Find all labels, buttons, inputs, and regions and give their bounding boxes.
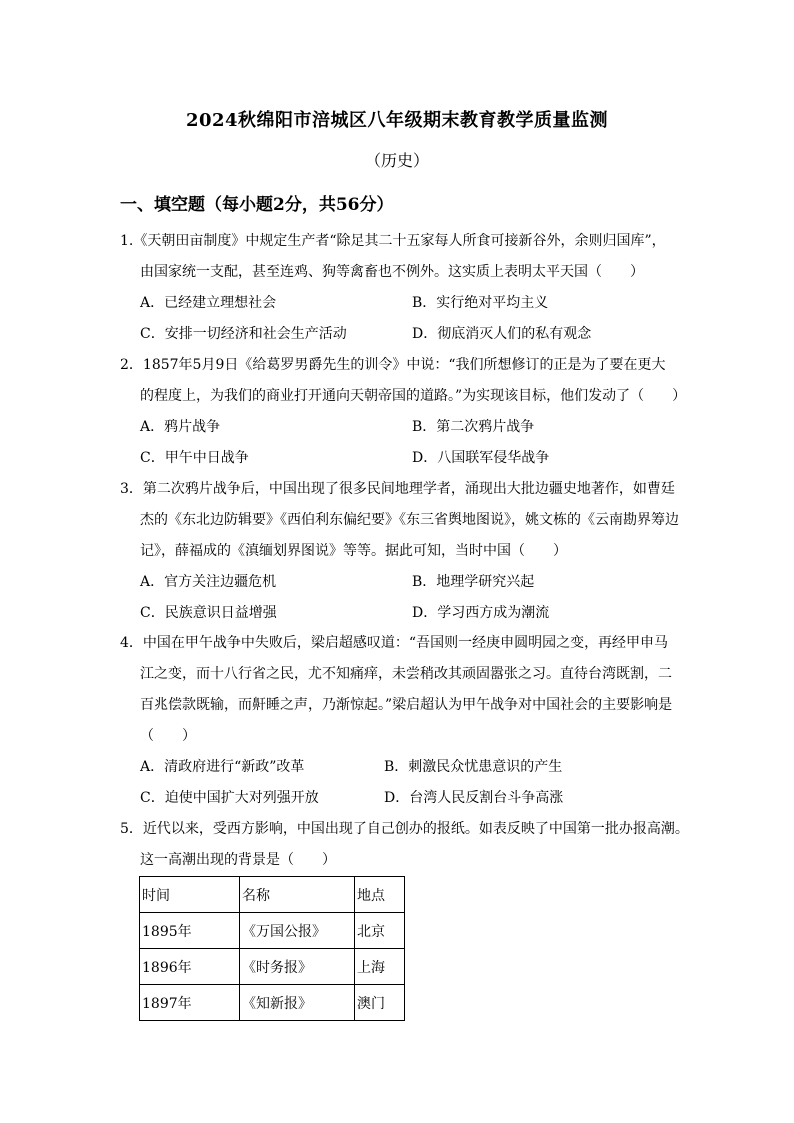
question-3-option-a[interactable]: A．官方关注边疆危机 — [140, 574, 277, 590]
question-2-line-1: 2．1857年5月9日《给葛罗男爵先生的训令》中说：“我们所想修订的正是为了要在更大 — [120, 357, 666, 373]
question-2-option-c[interactable]: C．甲午中日战争 — [140, 450, 249, 466]
table-cell: 1897年 — [140, 985, 240, 1021]
table-cell: 1896年 — [140, 949, 240, 985]
question-1-option-c[interactable]: C．安排一切经济和社会生产活动 — [140, 326, 347, 342]
question-3-line-2: 杰的《东北边防辑要》《西伯利东偏纪要》《东三省舆地图说》，姚文栋的《云南勘界筹边 — [140, 512, 679, 528]
table-header-row — [140, 877, 405, 913]
question-4-option-d[interactable]: D．台湾人民反割台斗争高涨 — [384, 790, 564, 806]
question-4-option-a[interactable]: A．清政府进行“新政”改革 — [140, 759, 305, 775]
question-2 — [120, 350, 687, 474]
question-2-option-a[interactable]: A．鸦片战争 — [140, 419, 221, 435]
question-3-line-1: 3．第二次鸦片战争后，中国出现了很多民间地理学者，涌现出大批边疆史地著作，如曹廷 — [120, 481, 675, 497]
question-1-line-2: 由国家统一支配，甚至连鸡、狗等禽畜也不例外。这实质上表明太平天国（ ） — [140, 264, 644, 280]
table-header-cell: 地点 — [355, 877, 405, 913]
table-row — [140, 985, 405, 1021]
table-cell: 《万国公报》 — [240, 913, 355, 949]
question-4-options-row-1 — [120, 752, 680, 783]
question-5-line-2: 这一高潮出现的背景是（ ） — [140, 852, 336, 868]
table-row — [140, 913, 405, 949]
question-2-option-b[interactable]: B．第二次鸦片战争 — [412, 419, 535, 435]
question-3-option-b[interactable]: B．地理学研究兴起 — [412, 574, 535, 590]
question-2-options-row-1 — [120, 412, 680, 443]
exam-title: 2024秋绵阳市涪城区八年级期末教育教学质量监测 — [185, 110, 609, 131]
table-row — [140, 949, 405, 985]
table-cell: 澳门 — [355, 985, 405, 1021]
question-5 — [120, 814, 689, 876]
question-4-line-1: 4．中国在甲午战争中失败后，梁启超感叹道：“吾国则一经庚申圆明园之变，再经甲申马 — [120, 635, 669, 651]
question-4-option-b[interactable]: B．刺激民众忧患意识的产生 — [384, 759, 563, 775]
table-cell: 《时务报》 — [240, 949, 355, 985]
question-4-line-4: （ ） — [140, 728, 196, 744]
question-3 — [120, 474, 680, 629]
question-3-options-row-1 — [120, 567, 680, 598]
question-4-option-c[interactable]: C．迫使中国扩大对列强开放 — [140, 790, 319, 806]
table-cell: 《知新报》 — [240, 985, 355, 1021]
exam-subject: （历史） — [364, 151, 429, 170]
section-heading: 一、填空题（每小题2分，共56分） — [120, 195, 394, 215]
question-4-options-row-2 — [120, 783, 680, 814]
question-3-line-3: 记》，薛福成的《滇缅划界图说》等等。据此可知，当时中国（ ） — [140, 543, 567, 559]
question-1-option-b[interactable]: B．实行绝对平均主义 — [412, 295, 549, 311]
table-cell: 上海 — [355, 949, 405, 985]
question-1-line-1: 1.《天朝田亩制度》中规定生产者“除足其二十五家每人所食可接新谷外，余则归国库”， — [120, 233, 666, 249]
table-cell: 北京 — [355, 913, 405, 949]
question-1 — [120, 226, 680, 350]
question-4-line-2: 江之变，而十八行省之民，尤不知痛痒，未尝稍改其顽固嚣张之习。直待台湾既割，二 — [140, 666, 672, 682]
question-1-option-d[interactable]: D．彻底消灭人们的私有观念 — [412, 326, 592, 342]
question-3-option-d[interactable]: D．学习西方成为潮流 — [412, 605, 550, 621]
question-4-line-3: 百兆偿款既输，而鼾睡之声，乃渐惊起。”梁启超认为甲午战争对中国社会的主要影响是 — [140, 697, 673, 713]
table-header-cell: 时间 — [140, 877, 240, 913]
question-1-option-a[interactable]: A．已经建立理想社会 — [140, 295, 277, 311]
question-4 — [120, 628, 680, 814]
question-5-line-1: 5．近代以来，受西方影响，中国出现了自己创办的报纸。如表反映了中国第一批办报高潮。 — [120, 821, 689, 837]
question-1-options-row-2 — [120, 319, 680, 350]
newspaper-table — [139, 876, 405, 1021]
question-2-options-row-2 — [120, 443, 680, 474]
question-3-options-row-2 — [120, 598, 680, 629]
question-2-line-2: 的程度上，为我们的商业打开通向天朝帝国的道路。”为实现该目标，他们发动了（ ） — [140, 388, 687, 404]
question-1-options-row-1 — [120, 288, 680, 319]
table-header-cell: 名称 — [240, 877, 355, 913]
question-3-option-c[interactable]: C．民族意识日益增强 — [140, 605, 277, 621]
table-cell: 1895年 — [140, 913, 240, 949]
question-2-option-d[interactable]: D．八国联军侵华战争 — [412, 450, 550, 466]
